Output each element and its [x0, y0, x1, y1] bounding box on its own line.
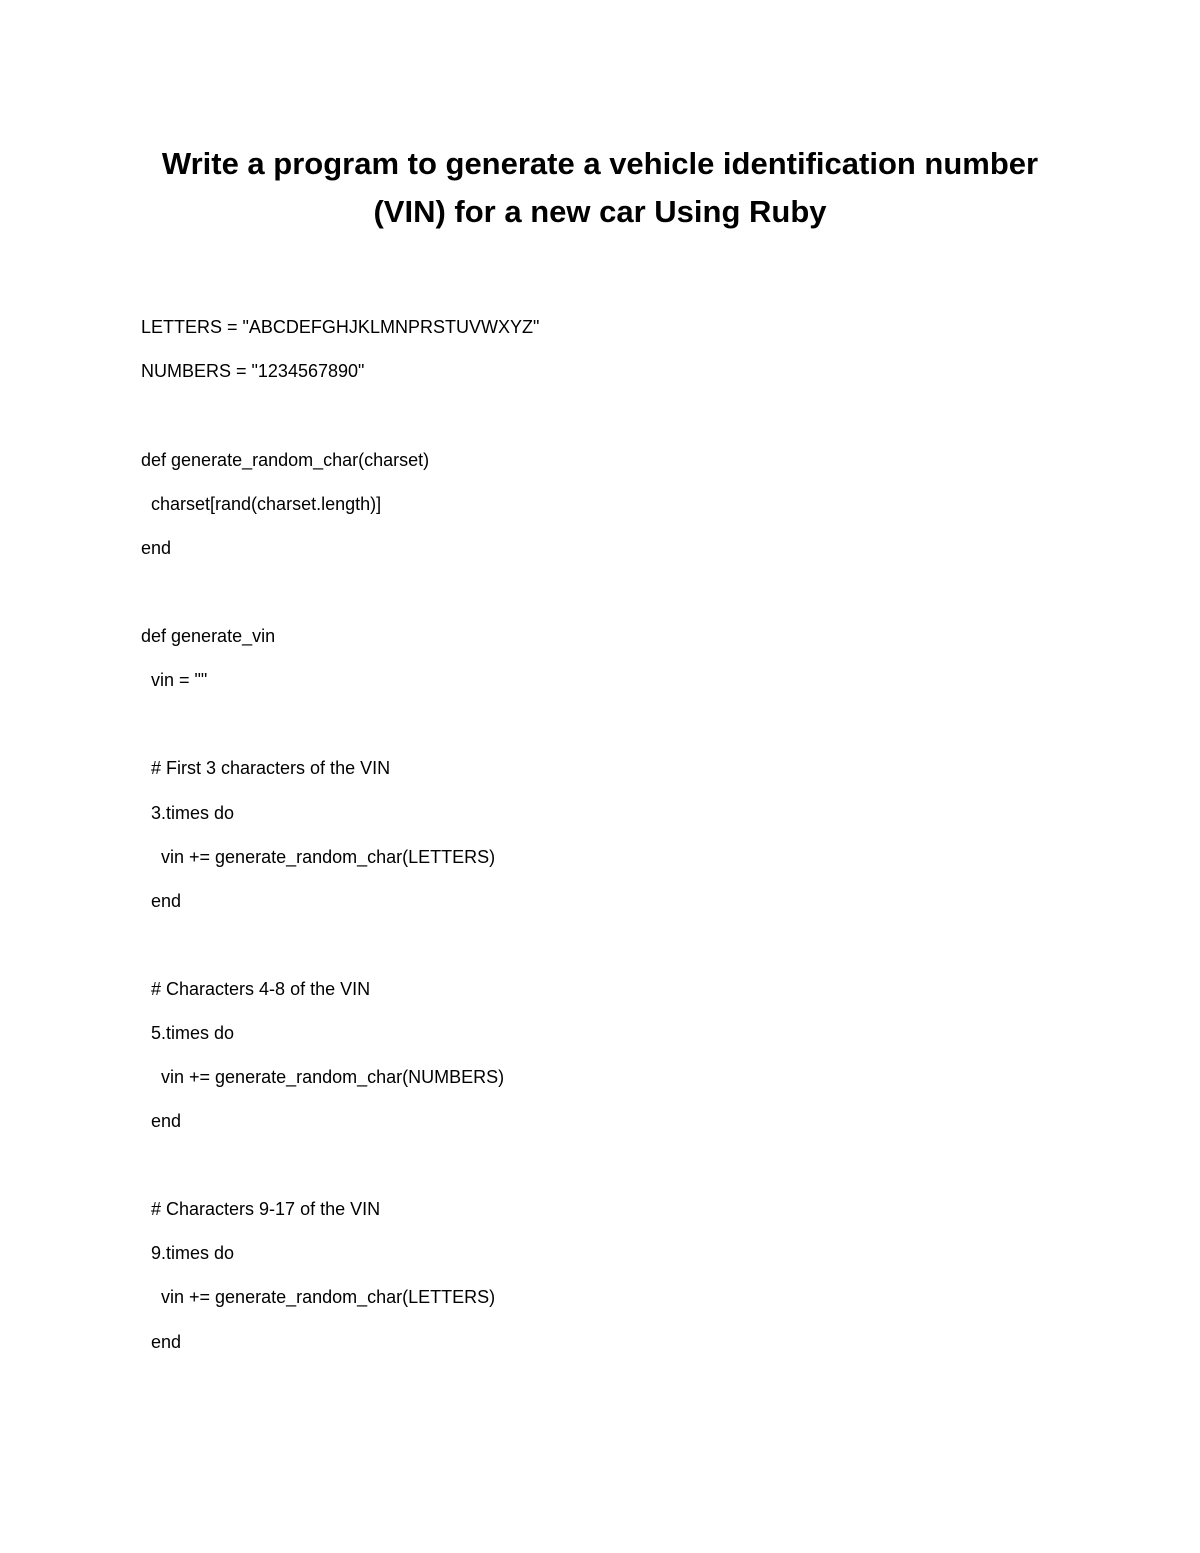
code-line-append: vin += generate_random_char(LETTERS) — [141, 1287, 496, 1307]
code-line-def-random-char: def generate_random_char(charset) — [141, 450, 430, 470]
code-line-end: end — [141, 538, 172, 558]
code-line-numbers: NUMBERS = "1234567890" — [141, 361, 365, 381]
code-line-letters: LETTERS = "ABCDEFGHJKLMNPRSTUVWXYZ" — [141, 317, 540, 337]
code-line-comment: # Characters 4-8 of the VIN — [141, 979, 371, 999]
code-line-end: end — [141, 1111, 182, 1131]
code-line-comment: # Characters 9-17 of the VIN — [141, 1199, 381, 1219]
title-line-2: (VIN) for a new car Using Ruby — [373, 194, 827, 229]
code-line-end: end — [141, 1332, 182, 1352]
code-line-end: end — [141, 891, 182, 911]
code-line-times: 5.times do — [141, 1023, 235, 1043]
code-line-times: 9.times do — [141, 1243, 235, 1263]
code-line-vin-init: vin = "" — [141, 670, 208, 690]
code-line-def-generate-vin: def generate_vin — [141, 626, 276, 646]
title-line-1: Write a program to generate a vehicle identification number — [161, 146, 1039, 181]
code-line-comment: # First 3 characters of the VIN — [141, 758, 391, 778]
code-line-charset: charset[rand(charset.length)] — [141, 494, 382, 514]
document-title — [100, 140, 1100, 236]
code-line-times: 3.times do — [141, 803, 235, 823]
code-line-append: vin += generate_random_char(LETTERS) — [141, 847, 496, 867]
code-line-append: vin += generate_random_char(NUMBERS) — [141, 1067, 505, 1087]
